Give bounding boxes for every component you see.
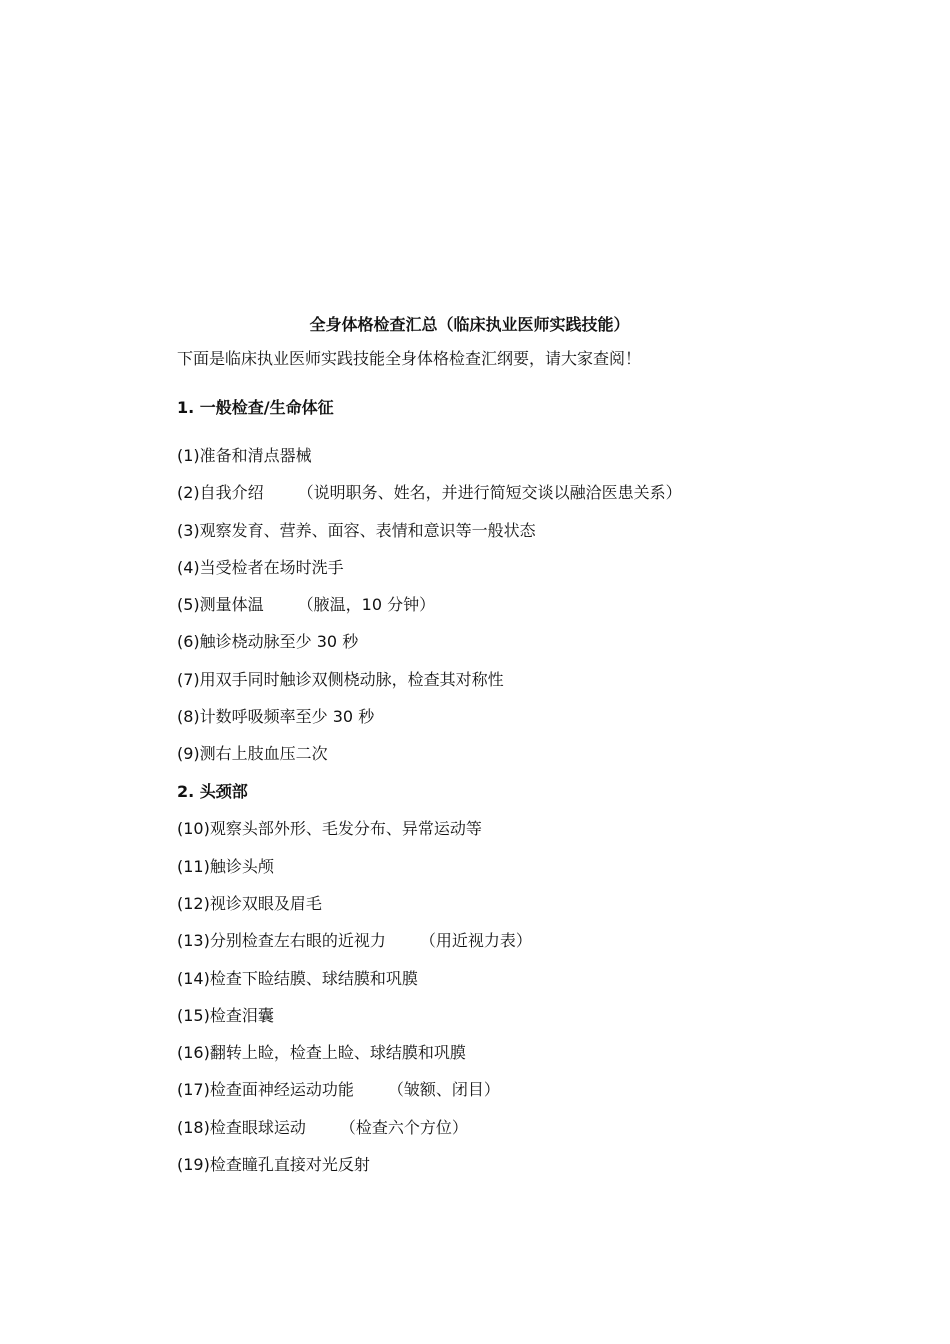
list-item <box>177 740 777 768</box>
list-item <box>177 1076 777 1104</box>
item-text: (11)触诊头颅 <box>177 856 274 876</box>
item-text: (6)触诊桡动脉至少 30 秒 <box>177 632 359 652</box>
item-note: （皱额、闭目） <box>387 1080 500 1100</box>
list-item <box>177 703 777 731</box>
item-text: (4)当受检者在场时洗手 <box>177 557 344 577</box>
item-text: (17)检查面神经运动功能 <box>177 1080 354 1100</box>
item-text: (10)观察头部外形、毛发分布、异常运动等 <box>177 819 482 839</box>
item-text: (18)检查眼球运动 <box>177 1117 306 1137</box>
list-item <box>177 666 777 694</box>
list-item <box>177 591 777 619</box>
list-item <box>177 628 777 656</box>
list-item <box>177 927 777 955</box>
item-text: (14)检查下睑结膜、球结膜和巩膜 <box>177 968 418 988</box>
item-text: (7)用双手同时触诊双侧桡动脉，检查其对称性 <box>177 669 504 689</box>
item-text: (2)自我介绍 <box>177 483 264 503</box>
list-item <box>177 1151 777 1179</box>
document-title: 全身体格检查汇总（临床执业医师实践技能） <box>309 315 630 334</box>
document-content <box>177 311 777 1188</box>
list-item <box>177 517 777 545</box>
list-item <box>177 1114 777 1142</box>
item-text: (12)视诊双眼及眉毛 <box>177 893 322 913</box>
list-item <box>177 554 777 582</box>
item-note: （腋温，10 分钟） <box>297 595 436 615</box>
item-text: (13)分别检查左右眼的近视力 <box>177 931 386 951</box>
item-text: (5)测量体温 <box>177 595 264 615</box>
item-text: (19)检查瞳孔直接对光反射 <box>177 1155 370 1175</box>
item-text: (16)翻转上睑，检查上睑、球结膜和巩膜 <box>177 1043 466 1063</box>
list-item <box>177 1002 777 1030</box>
item-note: （检查六个方位） <box>339 1117 468 1137</box>
section-heading-head-neck: 2. 头颈部 <box>177 782 248 802</box>
section-general-exam-list <box>177 442 777 768</box>
item-text: (9)测右上肢血压二次 <box>177 744 328 764</box>
item-note: （说明职务、姓名，并进行简短交谈以融洽医患关系） <box>297 483 682 503</box>
list-item <box>177 442 777 470</box>
list-item <box>177 479 777 507</box>
list-item <box>177 853 777 881</box>
list-item <box>177 965 777 993</box>
document-intro: 下面是临床执业医师实践技能全身体格检查汇纲要，请大家查阅！ <box>177 349 642 368</box>
item-text: (1)准备和清点器械 <box>177 446 312 465</box>
item-text: (8)计数呼吸频率至少 30 秒 <box>177 707 375 727</box>
item-note: （用近视力表） <box>419 931 532 951</box>
list-item <box>177 890 777 918</box>
section-head-neck-list <box>177 815 777 1179</box>
list-item <box>177 815 777 843</box>
section-heading-general-exam: 1. 一般检查/生命体征 <box>177 398 334 417</box>
list-item <box>177 1039 777 1067</box>
item-text: (3)观察发育、营养、面容、表情和意识等一般状态 <box>177 520 536 540</box>
item-text: (15)检查泪囊 <box>177 1005 274 1025</box>
